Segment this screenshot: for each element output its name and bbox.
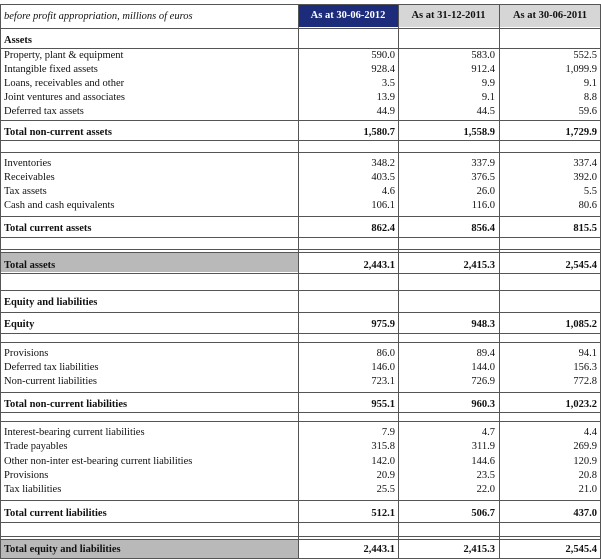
row-value-col3: 772.8 xyxy=(573,376,597,387)
row-value-col3: 94.1 xyxy=(578,348,597,359)
row-value-col1: 862.4 xyxy=(371,223,395,234)
table-rule xyxy=(0,342,601,343)
row-value-col1: 106.1 xyxy=(371,200,395,211)
row-label: Provisions xyxy=(4,470,49,481)
row-value-col2: 376.5 xyxy=(471,172,495,183)
table-rule xyxy=(0,120,601,121)
row-value-col1: 512.1 xyxy=(371,508,395,519)
row-value-col2: 1,558.9 xyxy=(463,127,495,138)
row-value-col1: 348.2 xyxy=(371,158,395,169)
row-value-col1: 20.9 xyxy=(376,470,395,481)
row-value-col1: 955.1 xyxy=(371,399,395,410)
row-value-col2: 948.3 xyxy=(471,319,495,330)
row-value-col2: 89.4 xyxy=(476,348,495,359)
row-label: Trade payables xyxy=(4,441,68,452)
table-rule xyxy=(0,536,601,537)
row-value-col2: 2,415.3 xyxy=(463,260,495,271)
row-value-col1: 13.9 xyxy=(376,92,395,103)
table-caption: before profit appropriation, millions of euros xyxy=(4,11,193,22)
table-rule xyxy=(0,412,601,413)
row-label: Loans, receivables and other xyxy=(4,78,125,89)
row-value-col2: 116.0 xyxy=(471,200,495,211)
row-label: Cash and cash equivalents xyxy=(4,200,115,211)
row-label: Equity xyxy=(4,319,35,330)
row-value-col1: 86.0 xyxy=(376,348,395,359)
row-value-col2: 9.1 xyxy=(481,92,495,103)
row-value-col1: 7.9 xyxy=(381,427,395,438)
row-label: Non-current liabilities xyxy=(4,376,98,387)
row-label: Total non-current assets xyxy=(4,127,112,138)
table-rule xyxy=(0,237,601,238)
table-column-rule xyxy=(0,4,1,559)
table-rule xyxy=(0,522,601,523)
row-value-col1: 2,443.1 xyxy=(363,260,395,271)
row-value-col2: 960.3 xyxy=(471,399,495,410)
section-heading-assets: Assets xyxy=(4,35,32,46)
row-value-col3: 2,545.4 xyxy=(565,544,597,555)
row-value-col2: 22.0 xyxy=(476,484,495,495)
row-label: Total current liabilities xyxy=(4,508,107,519)
row-value-col1: 975.9 xyxy=(371,319,395,330)
row-value-col3: 59.6 xyxy=(578,106,597,117)
row-label: Tax assets xyxy=(4,186,47,197)
row-label: Property, plant & equipment xyxy=(4,50,124,61)
row-label: Total current assets xyxy=(4,223,92,234)
row-value-col2: 9.9 xyxy=(481,78,495,89)
row-label: Inventories xyxy=(4,158,52,169)
row-value-col2: 4.7 xyxy=(481,427,495,438)
column-header-2011-12: As at 31-12-2011 xyxy=(398,5,499,27)
row-label: Receivables xyxy=(4,172,55,183)
table-rule xyxy=(0,252,601,253)
row-label: Deferred tax liabilities xyxy=(4,362,99,373)
row-value-col1: 403.5 xyxy=(371,172,395,183)
section-heading-equity-liabilities: Equity and liabilities xyxy=(4,297,98,308)
row-value-col3: 80.6 xyxy=(578,200,597,211)
row-value-col2: 912.4 xyxy=(471,64,495,75)
row-value-col1: 590.0 xyxy=(371,50,395,61)
row-value-col3: 8.8 xyxy=(583,92,597,103)
row-value-col3: 2,545.4 xyxy=(565,260,597,271)
table-rule xyxy=(0,500,601,501)
row-value-col2: 23.5 xyxy=(476,470,495,481)
row-value-col2: 311.9 xyxy=(471,441,495,452)
row-label: Tax liabilities xyxy=(4,484,62,495)
row-value-col1: 3.5 xyxy=(381,78,395,89)
row-value-col3: 120.9 xyxy=(573,456,597,467)
row-value-col3: 437.0 xyxy=(573,508,597,519)
row-label: Joint ventures and associates xyxy=(4,92,126,103)
table-column-rule xyxy=(398,4,399,559)
row-value-col2: 26.0 xyxy=(476,186,495,197)
column-header-2012-06: As at 30-06-2012 xyxy=(298,5,398,27)
table-rule xyxy=(0,216,601,217)
row-label: Provisions xyxy=(4,348,49,359)
row-value-col1: 315.8 xyxy=(371,441,395,452)
table-column-rule xyxy=(499,4,500,559)
row-value-col3: 392.0 xyxy=(573,172,597,183)
row-value-col1: 723.1 xyxy=(371,376,395,387)
row-value-col1: 142.0 xyxy=(371,456,395,467)
row-value-col3: 269.9 xyxy=(573,441,597,452)
row-value-col3: 1,023.2 xyxy=(565,399,597,410)
row-value-col3: 4.4 xyxy=(583,427,597,438)
row-value-col3: 337.4 xyxy=(573,158,597,169)
row-value-col1: 1,580.7 xyxy=(363,127,395,138)
table-rule xyxy=(0,539,601,540)
column-header-2011-06: As at 30-06-2011 xyxy=(499,5,601,27)
row-value-col3: 1,729.9 xyxy=(565,127,597,138)
row-value-col3: 5.5 xyxy=(583,186,597,197)
row-value-col2: 2,415.3 xyxy=(463,544,495,555)
row-value-col1: 928.4 xyxy=(371,64,395,75)
row-value-col3: 1,099.9 xyxy=(565,64,597,75)
row-value-col2: 583.0 xyxy=(471,50,495,61)
table-rule xyxy=(0,249,601,250)
row-value-col3: 552.5 xyxy=(573,50,597,61)
row-value-col3: 20.8 xyxy=(578,470,597,481)
row-value-col2: 44.5 xyxy=(476,106,495,117)
table-rule xyxy=(0,312,601,313)
row-label: Total non-current liabilities xyxy=(4,399,128,410)
row-value-col1: 44.9 xyxy=(376,106,395,117)
row-label: Deferred tax assets xyxy=(4,106,84,117)
table-rule xyxy=(0,421,601,422)
row-value-col3: 21.0 xyxy=(578,484,597,495)
row-value-col2: 856.4 xyxy=(471,223,495,234)
row-value-col1: 4.6 xyxy=(381,186,395,197)
row-value-col2: 144.6 xyxy=(471,456,495,467)
row-value-col3: 9.1 xyxy=(583,78,597,89)
row-label: Interest-bearing current liabilities xyxy=(4,427,145,438)
table-rule xyxy=(0,4,601,5)
row-label: Total equity and liabilities xyxy=(4,544,121,555)
row-value-col2: 337.9 xyxy=(471,158,495,169)
row-label: Other non-inter est-bearing current liabilities xyxy=(4,456,193,467)
row-value-col2: 726.9 xyxy=(471,376,495,387)
row-value-col2: 144.0 xyxy=(471,362,495,373)
table-rule xyxy=(0,48,601,49)
table-rule xyxy=(0,140,601,141)
table-rule xyxy=(0,152,601,153)
row-label: Total assets xyxy=(4,260,56,271)
table-rule xyxy=(0,273,601,274)
table-rule xyxy=(0,392,601,393)
row-value-col3: 815.5 xyxy=(573,223,597,234)
table-rule xyxy=(0,28,601,29)
table-column-rule xyxy=(298,4,299,559)
row-value-col3: 156.3 xyxy=(573,362,597,373)
row-value-col1: 2,443.1 xyxy=(363,544,395,555)
row-value-col2: 506.7 xyxy=(471,508,495,519)
table-rule xyxy=(0,333,601,334)
table-rule xyxy=(0,290,601,291)
row-label: Intangible fixed assets xyxy=(4,64,98,75)
row-value-col1: 146.0 xyxy=(371,362,395,373)
row-value-col3: 1,085.2 xyxy=(565,319,597,330)
row-value-col1: 25.5 xyxy=(376,484,395,495)
